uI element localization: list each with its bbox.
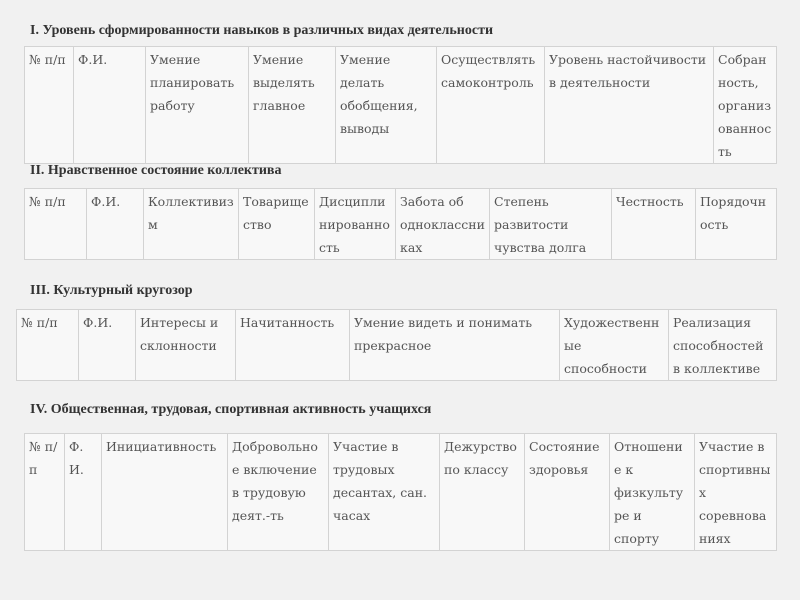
header-cell: Художественные способности bbox=[560, 310, 669, 381]
table-row bbox=[25, 434, 777, 551]
header-cell: Ф. И. bbox=[65, 434, 102, 551]
header-cell: Умение планировать работу bbox=[146, 47, 249, 164]
table-row bbox=[25, 47, 777, 164]
header-cell: Инициативность bbox=[102, 434, 228, 551]
header-cell: Отношение к физкультуре и спорту bbox=[610, 434, 695, 551]
table-row bbox=[17, 310, 777, 381]
header-cell: Умение выделять главное bbox=[249, 47, 336, 164]
header-cell: Забота об одноклассниках bbox=[396, 189, 490, 260]
header-cell: Степень развитости чувства долга bbox=[490, 189, 612, 260]
header-cell: Участие в спортивных соревнованиях bbox=[695, 434, 777, 551]
culture-table bbox=[16, 309, 777, 381]
header-cell: Участие в трудовых десантах, сан. часах bbox=[329, 434, 440, 551]
header-cell: Дисциплинированность bbox=[315, 189, 396, 260]
header-cell: Уровень настойчивости в деятельности bbox=[545, 47, 714, 164]
header-cell: Собранность, организованность bbox=[714, 47, 777, 164]
header-cell: Умение делать обобщения, выводы bbox=[336, 47, 437, 164]
header-cell: № п/п bbox=[17, 310, 79, 381]
section-2-title: II. Нравственное состояние коллектива bbox=[30, 163, 282, 178]
header-cell: Интересы и склонности bbox=[136, 310, 236, 381]
activity-table bbox=[24, 433, 777, 551]
header-cell: № п/п bbox=[25, 434, 65, 551]
header-cell: Ф.И. bbox=[79, 310, 136, 381]
header-cell: Порядочность bbox=[696, 189, 777, 260]
header-cell: № п/п bbox=[25, 47, 74, 164]
section-4-title: IV. Общественная, трудовая, спортивная активность учащихся bbox=[30, 402, 432, 417]
header-cell: № п/п bbox=[25, 189, 87, 260]
header-cell: Добровольное включение в трудовую деят.-ть bbox=[228, 434, 329, 551]
header-cell: Коллективизм bbox=[144, 189, 239, 260]
header-cell: Честность bbox=[612, 189, 696, 260]
header-cell: Умение видеть и понимать прекрасное bbox=[350, 310, 560, 381]
header-cell: Начитанность bbox=[236, 310, 350, 381]
header-cell: Дежурство по классу bbox=[440, 434, 525, 551]
table-row bbox=[25, 189, 777, 260]
header-cell: Ф.И. bbox=[87, 189, 144, 260]
header-cell: Товарищество bbox=[239, 189, 315, 260]
skills-table bbox=[24, 46, 777, 164]
header-cell: Состояние здоровья bbox=[525, 434, 610, 551]
section-1-title: I. Уровень сформированности навыков в различных видах деятельности bbox=[30, 23, 494, 38]
header-cell: Ф.И. bbox=[74, 47, 146, 164]
morality-table bbox=[24, 188, 777, 260]
section-3-title: III. Культурный кругозор bbox=[30, 283, 193, 298]
header-cell: Реализация способностей в коллективе bbox=[669, 310, 777, 381]
header-cell: Осуществлять самоконтроль bbox=[437, 47, 545, 164]
